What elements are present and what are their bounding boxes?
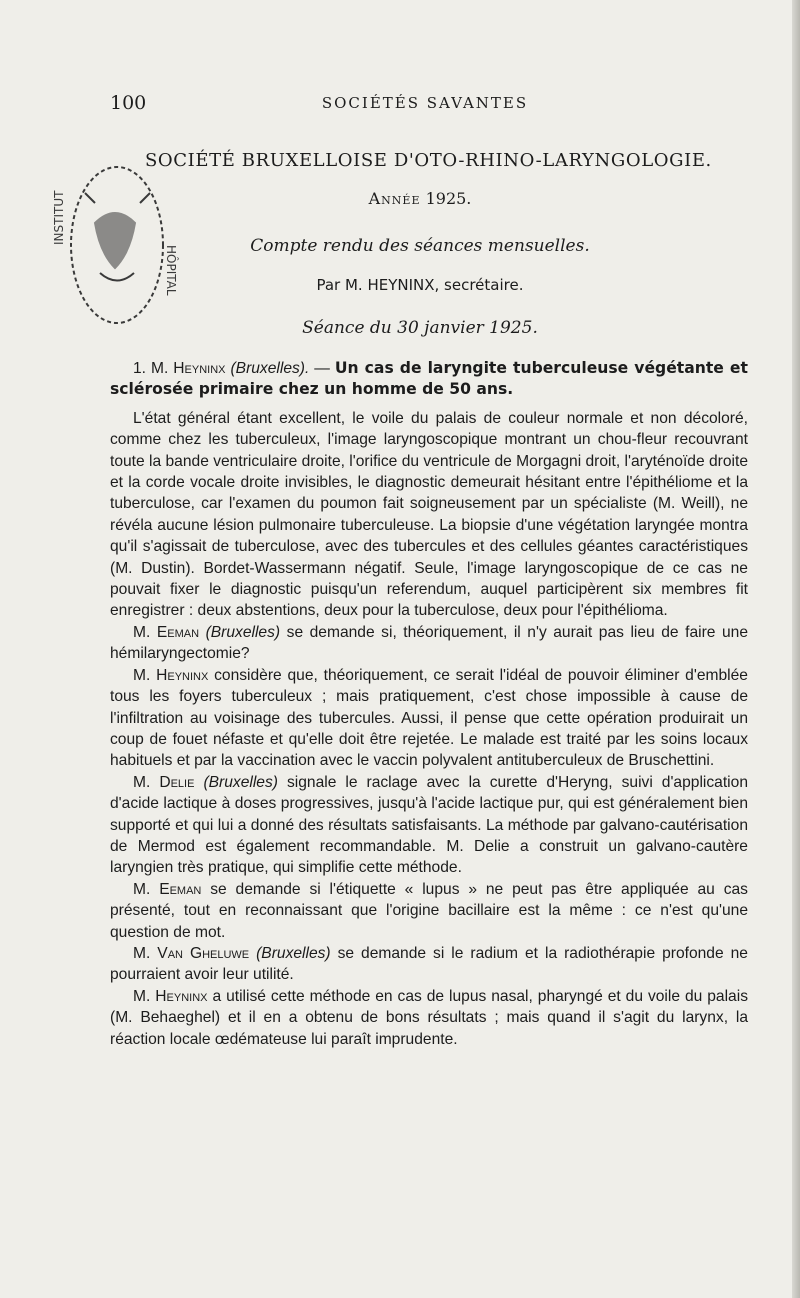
page-number: 100 (110, 92, 147, 114)
speaker-city: (Bruxelles) (256, 944, 331, 962)
author-line: Par M. HEYNINX, secrétaire. (316, 276, 524, 294)
svg-text:HÔPITAL: HÔPITAL (164, 245, 178, 296)
speaker-name: Heyninx (155, 987, 208, 1005)
speaker-name: Heyninx (173, 360, 226, 377)
paragraph: M. Van Gheluwe (Bruxelles) se demande si le radium et la radiothérapie profonde ne pourraient avoir leur utilité. (110, 944, 748, 984)
society-title: SOCIÉTÉ BRUXELLOISE D'OTO-RHINO-LARYNGOLOGIE. (145, 150, 712, 171)
case-title: Un cas de laryngite tuberculeuse végétante et sclérosée primaire chez un homme de 50 ans. (110, 359, 748, 399)
subtitle: Compte rendu des séances mensuelles. (250, 236, 590, 256)
session-date: Séance du 30 janvier 1925. (302, 318, 538, 338)
paragraph: L'état général étant excellent, le voile du palais de couleur normale et non décoloré, comme chez les tuberculeux, l'image laryngoscopique montrant un chou-fleur recouvrant toute la bande ventriculaire droite, l'orifice du ventricule de Morgagni droit, l'aryténoïde droite et la corde vocale droite invisibles, le diagnostic demeurait hésitant entre l'épithéliome et la tuberculose, car l'examen du poumon fait soigneusement par un spécialiste (M. Weill), ne révéla aucune lésion pulmonaire tuberculeuse. La biopsie d'une végétation laryngée montra qu'il s'agissait de tuberculose, avec des tubercules et des cellules géantes caractéristiques (M. Dustin). Bordet-Wassermann négatif. Seule, l'image laryngoscopique de ce cas ne pouvait fixer le diagnostic puisqu'un referendum, auquel participèrent six membres fit enregistrer : deux abstentions, deux pour la tuberculose, deux pour l'épithélioma. (110, 409, 748, 620)
page-header (110, 92, 740, 118)
speaker-name: Eeman (156, 623, 200, 641)
case-heading: 1. M. Heyninx (Bruxelles). — Un cas de laryngite tuberculeuse végétante et sclérosée primaire chez un homme de 50 ans. (110, 359, 748, 399)
paragraph: M. Eeman (Bruxelles) se demande si, théoriquement, il n'y aurait pas lieu de faire une hémilaryngectomie? (110, 623, 748, 663)
article-body (110, 358, 748, 1050)
speaker-name: Eeman (159, 880, 202, 898)
page-edge (792, 0, 800, 1298)
year-label: Année (368, 189, 421, 208)
speaker-name: Van Gheluwe (157, 944, 250, 962)
paragraph: M. Heyninx considère que, théoriquement, ce serait l'idéal de pouvoir éliminer d'emblée tous les foyers tuberculeux ; mais pratiquement, c'est chose impossible à cause de l'infiltration au voisinage des tubercules. Aussi, il pense que cette opération produirait un coup de fouet néfaste et qu'elle doit être rejetée. Le malade est traité par les soins locaux habituels et par la vaccination avec le vaccin polyvalent antituberculeux de Bruschettini. (110, 666, 748, 770)
speaker-name: Heyninx (156, 666, 209, 684)
running-title: SOCIÉTÉS SAVANTES (321, 94, 529, 112)
year-line (170, 189, 670, 208)
paragraph: M. Eeman se demande si l'étiquette « lupus » ne peut pas être appliquée au cas présenté, tout en reconnaissant que l'origine bacillaire est la même : ce n'est qu'une question de mot. (110, 880, 748, 941)
paragraph: M. Delie (Bruxelles) signale le raclage avec la curette d'Heryng, suivi d'application d'acide lactique à doses progressives, jusqu'à l'acide lactique pur, qui est généralement bien supporté et qui lui a donné des résultats satisfaisants. La méthode par galvano-cautérisation de Mermod est également recommandable. M. Delie a construit un galvano-cautère laryngien très pratique, qui simplifie cette méthode. (110, 773, 748, 877)
year-value: 1925. (425, 189, 472, 208)
paragraph: M. Heyninx a utilisé cette méthode en cas de lupus nasal, pharyngé et du voile du palais (M. Behaeghel) et il en a obtenu de bons résultats ; mais quand il s'agit du larynx, la réaction locale œdémateuse lui paraît imprudente. (110, 987, 748, 1048)
speaker-name: Delie (159, 773, 195, 791)
speaker-city: (Bruxelles) (205, 623, 281, 641)
speaker-city: (Bruxelles) (203, 773, 278, 791)
svg-text:INSTITUT: INSTITUT (52, 190, 66, 245)
speaker-city: (Bruxelles). (230, 360, 310, 377)
